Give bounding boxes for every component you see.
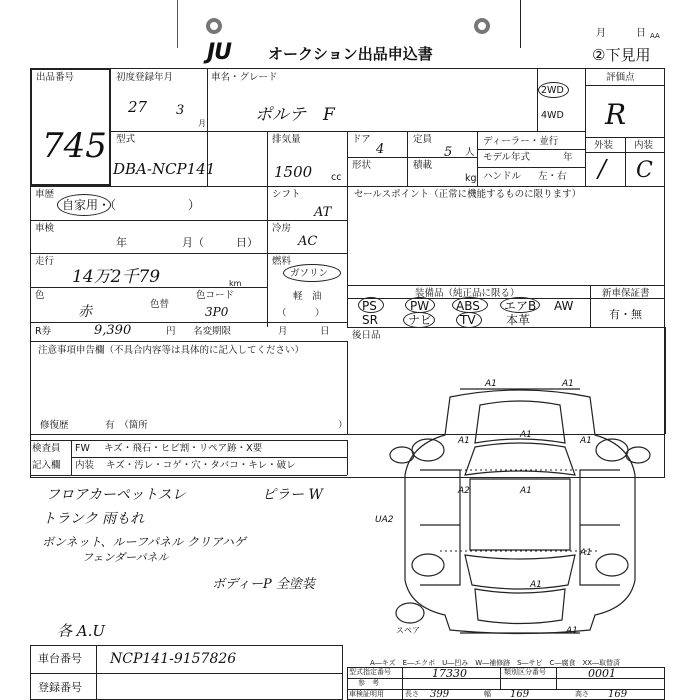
color-code-label: 色コード bbox=[196, 290, 235, 301]
model-year-label: モデル年式 bbox=[483, 152, 531, 163]
row4-top-line bbox=[30, 220, 347, 221]
check-top-line bbox=[30, 440, 347, 441]
check-label-2: 記入欄 bbox=[32, 460, 61, 471]
equip-navi-circle bbox=[403, 312, 435, 328]
dealer-label: ディーラー・並行 bbox=[483, 136, 559, 147]
col-doors-right bbox=[407, 131, 408, 186]
cooling-label: 冷房 bbox=[272, 223, 292, 234]
equip-airbag: エアB bbox=[504, 299, 537, 313]
shift-label: シフト bbox=[272, 189, 301, 200]
handle-value: 左・右 bbox=[538, 171, 567, 182]
car-left-mirror bbox=[390, 447, 414, 463]
chassis-value: NCP141-9157826 bbox=[110, 651, 237, 667]
check-fw-label: FW bbox=[75, 443, 90, 454]
tax-day: 日 bbox=[320, 326, 330, 337]
doors-shape-line bbox=[347, 157, 407, 158]
equip-airbag-circle bbox=[500, 297, 540, 313]
row2-top-line bbox=[111, 131, 585, 132]
car-wheel-rl bbox=[412, 554, 444, 576]
history-label: 車歴 bbox=[35, 189, 55, 200]
map-mark-8: A1 bbox=[580, 548, 592, 558]
handle-label: ハンドル bbox=[483, 171, 522, 182]
note-line-4: ボディーP 全塗装 bbox=[212, 577, 315, 592]
capacity-value: 5 bbox=[444, 145, 453, 160]
note-line-2: トランク 雨もれ bbox=[42, 511, 145, 527]
car-damage-map bbox=[375, 375, 665, 640]
color-value: 赤 bbox=[78, 304, 92, 320]
col-load-right bbox=[477, 131, 478, 186]
map-ua-mark: UA2 bbox=[375, 515, 394, 525]
model-value: DBA-NCP141 bbox=[113, 160, 216, 178]
equip-abs: ABS bbox=[456, 299, 480, 313]
map-mark-7: A1 bbox=[580, 436, 592, 446]
inspection-label: 車検 bbox=[35, 223, 55, 234]
displacement-value: 1500 bbox=[274, 163, 313, 181]
notes-top-line bbox=[30, 341, 347, 342]
spec-cat-label: 類別区分番号 bbox=[504, 668, 546, 676]
first-reg-year: 27 bbox=[128, 98, 148, 116]
check-in-label: 内装 bbox=[75, 460, 95, 471]
registration-label: 登録番号 bbox=[38, 681, 82, 694]
dealer-line-2 bbox=[477, 167, 585, 168]
interior-label: 内装 bbox=[634, 140, 654, 151]
fuel-other: （ ） bbox=[277, 308, 325, 319]
map-mark-6: A1 bbox=[520, 486, 532, 496]
rating-label: 評価点 bbox=[606, 72, 635, 83]
equip-abs-circle bbox=[452, 297, 488, 313]
color-code-value: 3P0 bbox=[205, 305, 229, 319]
warranty-label: 新車保証書 bbox=[602, 288, 650, 299]
spec-len-label: 長さ bbox=[405, 690, 419, 698]
car-rear-glass-outline bbox=[465, 555, 575, 589]
cooling-value: AC bbox=[298, 234, 318, 249]
row6-top-line bbox=[30, 287, 267, 288]
rating-header-line bbox=[585, 85, 665, 86]
capacity-unit: 人 bbox=[465, 147, 475, 158]
col-drive-left bbox=[537, 68, 538, 131]
recycle-value: 9,390 bbox=[94, 323, 132, 338]
chassis-label: 車台番号 bbox=[38, 652, 82, 665]
interior-value: C bbox=[636, 158, 653, 183]
recycle-label: R券 bbox=[35, 326, 52, 337]
chassis-mid-line bbox=[30, 673, 343, 674]
check-mid-line bbox=[71, 457, 347, 458]
lot-number-value: 745 bbox=[42, 126, 107, 166]
punch-hole-right bbox=[474, 18, 490, 34]
copy-label: ②下見用 bbox=[592, 46, 651, 64]
map-mark-2: A1 bbox=[562, 379, 574, 389]
row5-top-line bbox=[30, 253, 347, 254]
col-model-right bbox=[267, 131, 268, 186]
fuel-label: 燃料 bbox=[272, 256, 292, 267]
fuel-diesel: 軽 油 bbox=[293, 291, 322, 302]
repair-value: 有 （箇所 bbox=[105, 420, 148, 431]
shape-label: 形状 bbox=[352, 160, 372, 171]
spec-col-1 bbox=[402, 667, 403, 700]
equip-ps-circle bbox=[358, 297, 384, 313]
shift-value: AT bbox=[314, 205, 332, 220]
spec-cert-label: 車検証明用 bbox=[349, 690, 384, 698]
form-title: オークション出品申込書 bbox=[268, 45, 433, 63]
dealer-line-1 bbox=[477, 149, 585, 150]
inspection-month: 月（ bbox=[182, 236, 204, 249]
warranty-value: 有・無 bbox=[609, 308, 642, 321]
note-line-3b: フェンダーパネル bbox=[82, 551, 169, 564]
spec-len-value: 399 bbox=[430, 689, 450, 700]
spec-row-line-1 bbox=[347, 678, 665, 679]
history-circle bbox=[57, 194, 111, 216]
map-mark-1: A1 bbox=[485, 379, 497, 389]
damage-legend: A―キズ E―エクボ U―凹み W―補修跡 S―サビ C―腐食 XX―取替済 bbox=[370, 659, 621, 667]
load-label: 積載 bbox=[413, 160, 433, 171]
lot-number-label: 出品番号 bbox=[36, 72, 75, 83]
spare-label: スペア bbox=[396, 626, 420, 635]
page-fold-line bbox=[177, 0, 178, 48]
col-history-right bbox=[267, 186, 268, 327]
car-name-value: ポルテ F bbox=[255, 105, 335, 125]
equip-leather: 本革 bbox=[506, 313, 531, 327]
repaint-label: 色替 bbox=[150, 299, 170, 310]
model-year-unit: 年 bbox=[563, 152, 573, 163]
first-reg-month-unit: 月 bbox=[198, 119, 206, 128]
spec-width-label: 幅 bbox=[484, 690, 491, 698]
capacity-label: 定員 bbox=[413, 134, 433, 145]
spec-height-label: 高さ bbox=[575, 690, 589, 698]
repair-label: 修復歴 bbox=[40, 420, 69, 431]
rating-value: R bbox=[605, 98, 627, 131]
drive-2wd: 2WD bbox=[541, 85, 564, 96]
check-left-line bbox=[30, 440, 31, 475]
day-label: 日 bbox=[636, 28, 646, 39]
col-displacement-right bbox=[347, 131, 348, 186]
spare-wheel bbox=[396, 603, 424, 623]
equip-pw: PW bbox=[410, 299, 430, 313]
mileage-unit: km bbox=[229, 279, 242, 288]
map-mark-3: A1 bbox=[458, 436, 470, 446]
equip-tv-circle bbox=[456, 312, 482, 328]
fuel-gasoline-circle bbox=[283, 264, 341, 282]
equip-ps: PS bbox=[362, 299, 377, 313]
rating-split bbox=[625, 137, 626, 186]
equip-tv: TV bbox=[460, 313, 476, 327]
fuel-gasoline: ガソリン bbox=[290, 268, 329, 279]
car-name-label: 車名・グレード bbox=[211, 72, 278, 83]
equip-sr: SR bbox=[362, 313, 378, 327]
load-unit: kg bbox=[465, 173, 477, 184]
aa-label: AA bbox=[650, 32, 660, 40]
note-line-3a: ボンネット、ルーフパネル クリアハゲ bbox=[42, 535, 246, 549]
recycle-unit: 円 bbox=[166, 326, 176, 337]
car-right-mirror bbox=[626, 447, 650, 463]
car-body-outline bbox=[405, 390, 635, 634]
repair-close: ） bbox=[338, 420, 348, 431]
note-plates: 各 A.U bbox=[57, 622, 106, 640]
mileage-value: 14万2千79 bbox=[72, 267, 161, 287]
spec-ref: 参 考 bbox=[358, 679, 379, 687]
car-trunk-outline bbox=[475, 589, 565, 624]
check-bottom-line bbox=[30, 475, 347, 476]
row7-top-line bbox=[30, 322, 347, 323]
history-value: 自家用・（ ） bbox=[62, 198, 201, 212]
spec-width-value: 169 bbox=[510, 689, 530, 700]
displacement-unit: cc bbox=[331, 172, 342, 183]
equip-pw-circle bbox=[405, 297, 435, 313]
spec-type-value: 17330 bbox=[432, 667, 467, 680]
doors-label: ドア bbox=[352, 134, 371, 145]
month-label: 月 bbox=[596, 28, 606, 39]
model-label: 型式 bbox=[116, 134, 136, 145]
spec-height-value: 169 bbox=[608, 689, 628, 700]
equip-top-line bbox=[347, 285, 665, 286]
color-label: 色 bbox=[35, 290, 45, 301]
drive-4wd: 4WD bbox=[541, 110, 564, 121]
page-fold-line-right bbox=[520, 0, 521, 48]
car-right-side bbox=[580, 470, 620, 585]
row8-top-line bbox=[347, 327, 665, 328]
equip-navi: ナビ bbox=[408, 313, 433, 327]
check-in-items: キズ・汚レ・コゲ・穴・タバコ・キレ・破レ bbox=[106, 460, 296, 471]
exterior-value: / bbox=[598, 155, 607, 183]
warranty-split bbox=[590, 285, 591, 327]
form-right-lower-line bbox=[665, 327, 666, 434]
map-mark-9: A1 bbox=[530, 580, 542, 590]
spec-cat-value: 0001 bbox=[588, 667, 616, 680]
inspection-day: 日） bbox=[236, 236, 258, 249]
map-mark-4: A1 bbox=[520, 430, 532, 440]
note-pillar: ピラー W bbox=[262, 487, 323, 503]
after-date-label: 後日品 bbox=[352, 330, 381, 341]
map-mark-5: A2 bbox=[458, 486, 470, 496]
col-shift-right bbox=[347, 186, 348, 327]
map-mark-10: A1 bbox=[566, 626, 578, 636]
rating-sub-line bbox=[585, 152, 665, 153]
car-wheel-rr bbox=[596, 554, 628, 576]
capacity-load-line bbox=[407, 157, 477, 158]
equipment-label: 装備品（純正品に限る） bbox=[415, 288, 520, 299]
note-line-1: フロアカーペットスレ bbox=[46, 487, 186, 503]
check-right-line bbox=[347, 440, 348, 475]
inspection-year: 年 bbox=[116, 236, 127, 249]
first-reg-month: 3 bbox=[176, 103, 185, 118]
spec-type-label: 型式指定番号 bbox=[349, 668, 391, 676]
equip-aw: AW bbox=[554, 299, 574, 313]
check-fw-items: キズ・飛石・ヒビ割・リペア跡・X要 bbox=[104, 443, 263, 454]
notes-label: 注意事項申告欄（不具合内容等は具体的に記入してください） bbox=[38, 345, 305, 356]
sales-point-label: セールスポイント（正常に機能するものに限ります） bbox=[354, 189, 582, 200]
ju-logo: JU bbox=[207, 40, 232, 65]
displacement-label: 排気量 bbox=[272, 134, 301, 145]
mileage-label: 走行 bbox=[35, 256, 55, 267]
first-reg-label: 初度登録年月 bbox=[116, 72, 174, 83]
tax-label: 名変期限 bbox=[193, 326, 232, 337]
doors-value: 4 bbox=[376, 142, 385, 157]
check-label-1: 検査員 bbox=[32, 443, 61, 454]
exterior-label: 外装 bbox=[594, 140, 614, 151]
tax-month: 月 bbox=[278, 326, 288, 337]
car-left-side bbox=[420, 470, 460, 585]
punch-hole-left bbox=[206, 18, 222, 34]
